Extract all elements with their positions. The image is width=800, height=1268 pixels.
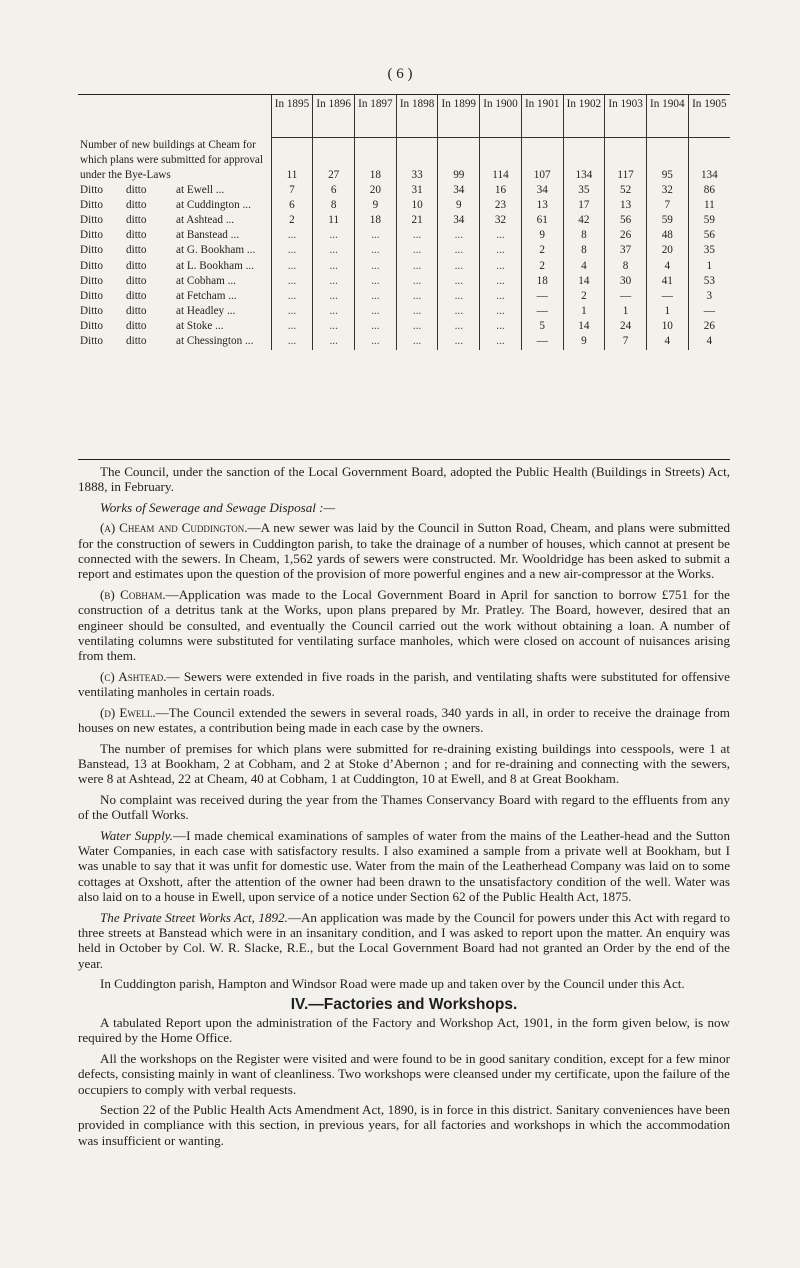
table-cell: — xyxy=(521,334,563,349)
row-description xyxy=(78,274,271,289)
table-cell: 24 xyxy=(605,319,647,334)
row-label-col1: Ditto xyxy=(80,229,103,242)
table-cell: ... xyxy=(480,289,522,304)
row-description xyxy=(78,334,271,349)
table-row xyxy=(78,334,730,349)
table-cell: ... xyxy=(438,228,480,243)
paragraph-label: (c) Ashtead. xyxy=(100,668,167,684)
table-cell: 18 xyxy=(521,274,563,289)
row-label-col2: ditto xyxy=(126,229,147,242)
row-label-col2: ditto xyxy=(126,305,147,318)
table-cell: 7 xyxy=(605,334,647,349)
row-label-col1: Ditto xyxy=(80,244,103,257)
table-cell: 17 xyxy=(563,198,605,213)
description-header xyxy=(78,95,271,138)
table-cell: 9 xyxy=(563,334,605,349)
table-cell: ... xyxy=(313,304,355,319)
table-cell: 27 xyxy=(313,138,355,183)
body-text xyxy=(78,464,730,1153)
paragraph-text: —A new sewer was laid by the Council in Sutton Road, Cheam, and plans were submitted for the construction of sewers in Cuddington parish, to take the drainage of a number of houses, which cannot at present be connected with the sewers. In Cheam, 1,562 yards of sewers were constructed. Mr. Wooldridge has been asked to submit a report and estimates upon the question of the provision of more powerful engines and a new air-compressor at the Works. xyxy=(78,520,731,582)
table-cell: 2 xyxy=(563,289,605,304)
row-label-col1: Ditto xyxy=(80,274,103,287)
table-cell: ... xyxy=(396,274,438,289)
table-cell: ... xyxy=(480,319,522,334)
table-cell: ... xyxy=(355,334,397,349)
paragraph: The number of premises for which plans were submitted for re-draining existing buildings into cesspools, were 1 at Banstead, 13 at Bookham, 2 at Cobham, and 2 at Stoke d’Abernon ; and for re-draining and connecting with the sewers, were 8 at Ashtead, 22 at Cheam, 40 at Cobham, 1 at Cuddington, 10 at Ewell, and 8 at Great Bookham. xyxy=(78,740,730,787)
paragraph-heading xyxy=(78,500,730,515)
table-cell: 34 xyxy=(438,183,480,198)
table-cell: ... xyxy=(396,243,438,258)
table-cell: 53 xyxy=(688,274,730,289)
table-cell: 26 xyxy=(605,228,647,243)
table-cell: 16 xyxy=(480,183,522,198)
sewerage-heading: Works of Sewerage and Sewage Disposal :— xyxy=(100,499,336,515)
table-cell: 1 xyxy=(688,258,730,273)
table-cell: 61 xyxy=(521,213,563,228)
table-row xyxy=(78,183,730,198)
table-cell: 2 xyxy=(271,213,313,228)
table-cell: 35 xyxy=(563,183,605,198)
year-header: In 1904 xyxy=(646,95,688,138)
table-cell: 4 xyxy=(646,334,688,349)
row-label: Number of new buildings at Cheam for which plans were submitted for approval under the Bye-Laws xyxy=(80,138,263,181)
row-label-col3: at Banstead ... xyxy=(176,229,240,242)
table-cell: ... xyxy=(313,289,355,304)
table-cell: 42 xyxy=(563,213,605,228)
table-cell: ... xyxy=(438,258,480,273)
table-cell: ... xyxy=(271,334,313,349)
row-label-col2: ditto xyxy=(126,320,147,333)
row-label-col1: Ditto xyxy=(80,305,103,318)
table-cell: ... xyxy=(480,228,522,243)
row-label-col1: Ditto xyxy=(80,320,103,333)
table-cell: 114 xyxy=(480,138,522,183)
table-cell: 8 xyxy=(563,228,605,243)
table-cell: 4 xyxy=(563,258,605,273)
table-cell: 117 xyxy=(605,138,647,183)
table-cell: 32 xyxy=(480,213,522,228)
table-cell: 11 xyxy=(313,213,355,228)
table-cell: 1 xyxy=(605,304,647,319)
table-cell: 56 xyxy=(688,228,730,243)
table-cell: 2 xyxy=(521,258,563,273)
table-cell: ... xyxy=(313,319,355,334)
table-row xyxy=(78,319,730,334)
table-cell: 13 xyxy=(605,198,647,213)
table-cell: 20 xyxy=(355,183,397,198)
table-cell: — xyxy=(521,289,563,304)
table-cell: ... xyxy=(438,274,480,289)
table-cell: 1 xyxy=(563,304,605,319)
table-cell: 8 xyxy=(313,198,355,213)
year-header: In 1902 xyxy=(563,95,605,138)
table-cell: 9 xyxy=(355,198,397,213)
row-description xyxy=(78,138,271,183)
table-cell: 20 xyxy=(646,243,688,258)
table-row xyxy=(78,274,730,289)
table-cell: 6 xyxy=(313,183,355,198)
row-description xyxy=(78,213,271,228)
year-header: In 1897 xyxy=(355,95,397,138)
table-row xyxy=(78,304,730,319)
row-label-col2: ditto xyxy=(126,183,147,196)
table-cell: 34 xyxy=(521,183,563,198)
row-label-col1: Ditto xyxy=(80,289,103,302)
paragraph-text: — Sewers were extended in five roads in the parish, and ventilating shafts were substituted for offensive ventilating manholes in certain roads. xyxy=(78,668,730,700)
row-description xyxy=(78,198,271,213)
paragraph xyxy=(78,669,730,700)
row-label-col2: ditto xyxy=(126,213,147,226)
table-cell: ... xyxy=(355,243,397,258)
row-label-col3: at Cobham ... xyxy=(176,274,236,287)
table-cell: 5 xyxy=(521,319,563,334)
row-label-col3: at Stoke ... xyxy=(176,320,224,333)
table-cell: — xyxy=(521,304,563,319)
table-cell: ... xyxy=(271,258,313,273)
table-row xyxy=(78,198,730,213)
table-cell: — xyxy=(605,289,647,304)
table-cell: 4 xyxy=(688,334,730,349)
table-row xyxy=(78,213,730,228)
table-cell: 23 xyxy=(480,198,522,213)
row-label-col2: ditto xyxy=(126,244,147,257)
paragraph: All the workshops on the Register were visited and were found to be in good sanitary condition, except for a few minor defects, consisting mainly in want of cleanliness. Two workshops were cleansed under my certificate, upon the failure of the occupiers to comply with verbal requests. xyxy=(78,1050,730,1097)
row-label-col3: at G. Bookham ... xyxy=(176,244,256,257)
row-label-col2: ditto xyxy=(126,289,147,302)
table-cell: ... xyxy=(313,334,355,349)
paragraph: No complaint was received during the year from the Thames Conservancy Board with regard to the effluents from any of the Outfall Works. xyxy=(78,791,730,823)
row-label-col3: at Ewell ... xyxy=(176,183,225,196)
paragraph-text: —An application was made by the Council for powers under this Act with regard to three streets at Banstead which were in an insanitary condition, and I was asked to report upon the matter. An enquiry was held in October by Col. W. R. Slacke, R.E., but the Local Government Board had not granted an Order by the end of the year. xyxy=(78,909,730,971)
table-bottom-rule xyxy=(78,459,730,460)
building-plans-table xyxy=(78,95,730,350)
paragraph-label: The Private Street Works Act, 1892. xyxy=(100,909,288,925)
paragraph: In Cuddington parish, Hampton and Windsor Road were made up and taken over by the Council under this Act. xyxy=(100,976,685,992)
table-cell: ... xyxy=(355,289,397,304)
table-cell: ... xyxy=(355,274,397,289)
table-cell: ... xyxy=(438,243,480,258)
table-cell: ... xyxy=(271,289,313,304)
paragraph xyxy=(78,587,730,664)
table-cell: ... xyxy=(438,319,480,334)
table-row xyxy=(78,138,730,183)
table-cell: 9 xyxy=(438,198,480,213)
table-cell: 59 xyxy=(646,213,688,228)
table-cell: 41 xyxy=(646,274,688,289)
table-cell: 6 xyxy=(271,198,313,213)
table-row xyxy=(78,258,730,273)
paragraph-label: (b) Cobham. xyxy=(100,586,166,602)
table-cell: ... xyxy=(480,243,522,258)
row-label-col3: at Fetcham ... xyxy=(176,289,237,302)
paragraph-label: Water Supply. xyxy=(100,827,173,843)
paragraph xyxy=(78,705,730,736)
table-cell: 32 xyxy=(646,183,688,198)
table-cell: 95 xyxy=(646,138,688,183)
table-cell: ... xyxy=(313,243,355,258)
table-cell: ... xyxy=(271,319,313,334)
table-cell: — xyxy=(688,304,730,319)
row-label-col2: ditto xyxy=(126,259,147,272)
table-cell: 35 xyxy=(688,243,730,258)
table-cell: — xyxy=(646,289,688,304)
table-cell: 2 xyxy=(521,243,563,258)
table-cell: 4 xyxy=(646,258,688,273)
table-cell: 107 xyxy=(521,138,563,183)
table-cell: ... xyxy=(480,274,522,289)
table-cell: ... xyxy=(396,334,438,349)
table-cell: 56 xyxy=(605,213,647,228)
row-label-col2: ditto xyxy=(126,274,147,287)
table-cell: ... xyxy=(396,289,438,304)
year-header: In 1900 xyxy=(480,95,522,138)
table-row xyxy=(78,228,730,243)
table-cell: ... xyxy=(355,258,397,273)
table-cell: ... xyxy=(313,274,355,289)
row-label-col3: at Chessington ... xyxy=(176,335,254,348)
table-cell: 7 xyxy=(646,198,688,213)
row-label-col2: ditto xyxy=(126,335,147,348)
paragraph: Section 22 of the Public Health Acts Amendment Act, 1890, is in force in this district. Sanitary conveniences have been provided in compliance with this section, in previous years, for all factories and workshops in which the accommodation was insufficient or wanting. xyxy=(78,1102,730,1148)
paragraph xyxy=(78,910,730,972)
year-header: In 1895 xyxy=(271,95,313,138)
row-label-col1: Ditto xyxy=(80,198,103,211)
table-cell: ... xyxy=(396,228,438,243)
table-cell: ... xyxy=(313,228,355,243)
paragraph: The Council, under the sanction of the Local Government Board, adopted the Public Health (Buildings in Streets) Act, 1888, in February. xyxy=(78,464,730,495)
paragraph xyxy=(78,828,730,905)
table-cell: 8 xyxy=(605,258,647,273)
table-cell: 134 xyxy=(563,138,605,183)
table-cell: ... xyxy=(313,258,355,273)
table-cell: 48 xyxy=(646,228,688,243)
year-header: In 1896 xyxy=(313,95,355,138)
table-cell: 11 xyxy=(688,198,730,213)
row-label-col1: Ditto xyxy=(80,259,103,272)
table-cell: ... xyxy=(396,319,438,334)
row-description xyxy=(78,304,271,319)
table-cell: 21 xyxy=(396,213,438,228)
table-cell: 8 xyxy=(563,243,605,258)
row-description xyxy=(78,319,271,334)
row-label-col1: Ditto xyxy=(80,335,103,348)
table-cell: ... xyxy=(355,319,397,334)
table-cell: ... xyxy=(438,304,480,319)
page-number: ( 6 ) xyxy=(387,66,413,82)
paragraph xyxy=(78,520,730,582)
table-cell: 59 xyxy=(688,213,730,228)
row-label-col3: at L. Bookham ... xyxy=(176,259,254,272)
paragraph-text: —The Council extended the sewers in several roads, 340 yards in all, in order to receive the drainage from houses on new estates, a contribution being made in each case by the owners. xyxy=(78,704,730,736)
row-description xyxy=(78,183,271,198)
year-header: In 1903 xyxy=(605,95,647,138)
table-cell: 7 xyxy=(271,183,313,198)
table-cell: 52 xyxy=(605,183,647,198)
table-header-row xyxy=(78,95,730,138)
year-header: In 1899 xyxy=(438,95,480,138)
paragraph-label: (d) Ewell. xyxy=(100,704,156,720)
table-cell: ... xyxy=(480,334,522,349)
table-cell: 10 xyxy=(396,198,438,213)
year-header: In 1901 xyxy=(521,95,563,138)
table-cell: ... xyxy=(271,243,313,258)
table-cell: 99 xyxy=(438,138,480,183)
table-row xyxy=(78,289,730,304)
table-cell: 18 xyxy=(355,213,397,228)
row-description xyxy=(78,258,271,273)
table-cell: ... xyxy=(480,304,522,319)
table-cell: ... xyxy=(271,274,313,289)
paragraph: A tabulated Report upon the administration of the Factory and Workshop Act, 1901, in the form given below, is now required by the Home Office. xyxy=(78,1015,730,1046)
paragraph-text: —Application was made to the Local Government Board in April for sanction to borrow £751 for the construction of a detritus tank at the Works, upon plans prepared by Mr. Pratley. The Board, however, desired that an engineer should be consulted, and eventually the Council carried out the work without obtaining a loan. A number of ventilating columns were substituted for ventilating surface manholes, which were closed on account of nuisances arising from them. xyxy=(78,586,730,664)
year-header: In 1898 xyxy=(396,95,438,138)
table-cell: 18 xyxy=(355,138,397,183)
table-cell: ... xyxy=(271,304,313,319)
table-cell: ... xyxy=(355,304,397,319)
table-cell: 10 xyxy=(646,319,688,334)
row-description xyxy=(78,289,271,304)
table-cell: ... xyxy=(438,289,480,304)
row-label-col1: Ditto xyxy=(80,183,103,196)
table-cell: 13 xyxy=(521,198,563,213)
table-cell: ... xyxy=(396,304,438,319)
table-cell: 14 xyxy=(563,319,605,334)
table-cell: 26 xyxy=(688,319,730,334)
table-cell: 3 xyxy=(688,289,730,304)
table-cell: 134 xyxy=(688,138,730,183)
table-cell: 34 xyxy=(438,213,480,228)
table-cell: ... xyxy=(438,334,480,349)
table-cell: ... xyxy=(355,228,397,243)
row-description xyxy=(78,228,271,243)
table-cell: 30 xyxy=(605,274,647,289)
table-cell: ... xyxy=(480,258,522,273)
row-label-col3: at Cuddington ... xyxy=(176,198,251,211)
table-cell: ... xyxy=(271,228,313,243)
table-cell: 33 xyxy=(396,138,438,183)
table-row xyxy=(78,243,730,258)
table-cell: 11 xyxy=(271,138,313,183)
table-cell: 9 xyxy=(521,228,563,243)
row-label-col3: at Headley ... xyxy=(176,305,236,318)
section-heading: IV.—Factories and Workshops. xyxy=(290,995,518,1013)
row-label-col3: at Ashtead ... xyxy=(176,213,235,226)
row-label-col2: ditto xyxy=(126,198,147,211)
table-cell: ... xyxy=(396,258,438,273)
row-label-col1: Ditto xyxy=(80,213,103,226)
paragraph-text: —I made chemical examinations of samples of water from the mains of the Leather-head and the Sutton Water Companies, in each case with satisfactory results. I also examined a sample from a private well at Bookham, but I was unable to say that it was unfit for domestic use. Water from the main of the Leatherhead Company was laid on to some cottages at Oxshott, after the attention of the owner had been drawn to the unsatisfactory condition of the well. Water was also laid on to a house in Ewell, upon service of a notice under Section 62 of the Public Health Act, 1875. xyxy=(78,827,730,905)
year-header: In 1905 xyxy=(688,95,730,138)
table-cell: 31 xyxy=(396,183,438,198)
table-cell: 1 xyxy=(646,304,688,319)
paragraph-label: (a) Cheam and Cuddington. xyxy=(100,520,248,536)
table-cell: 37 xyxy=(605,243,647,258)
row-description xyxy=(78,243,271,258)
table-cell: 86 xyxy=(688,183,730,198)
table-cell: 14 xyxy=(563,274,605,289)
